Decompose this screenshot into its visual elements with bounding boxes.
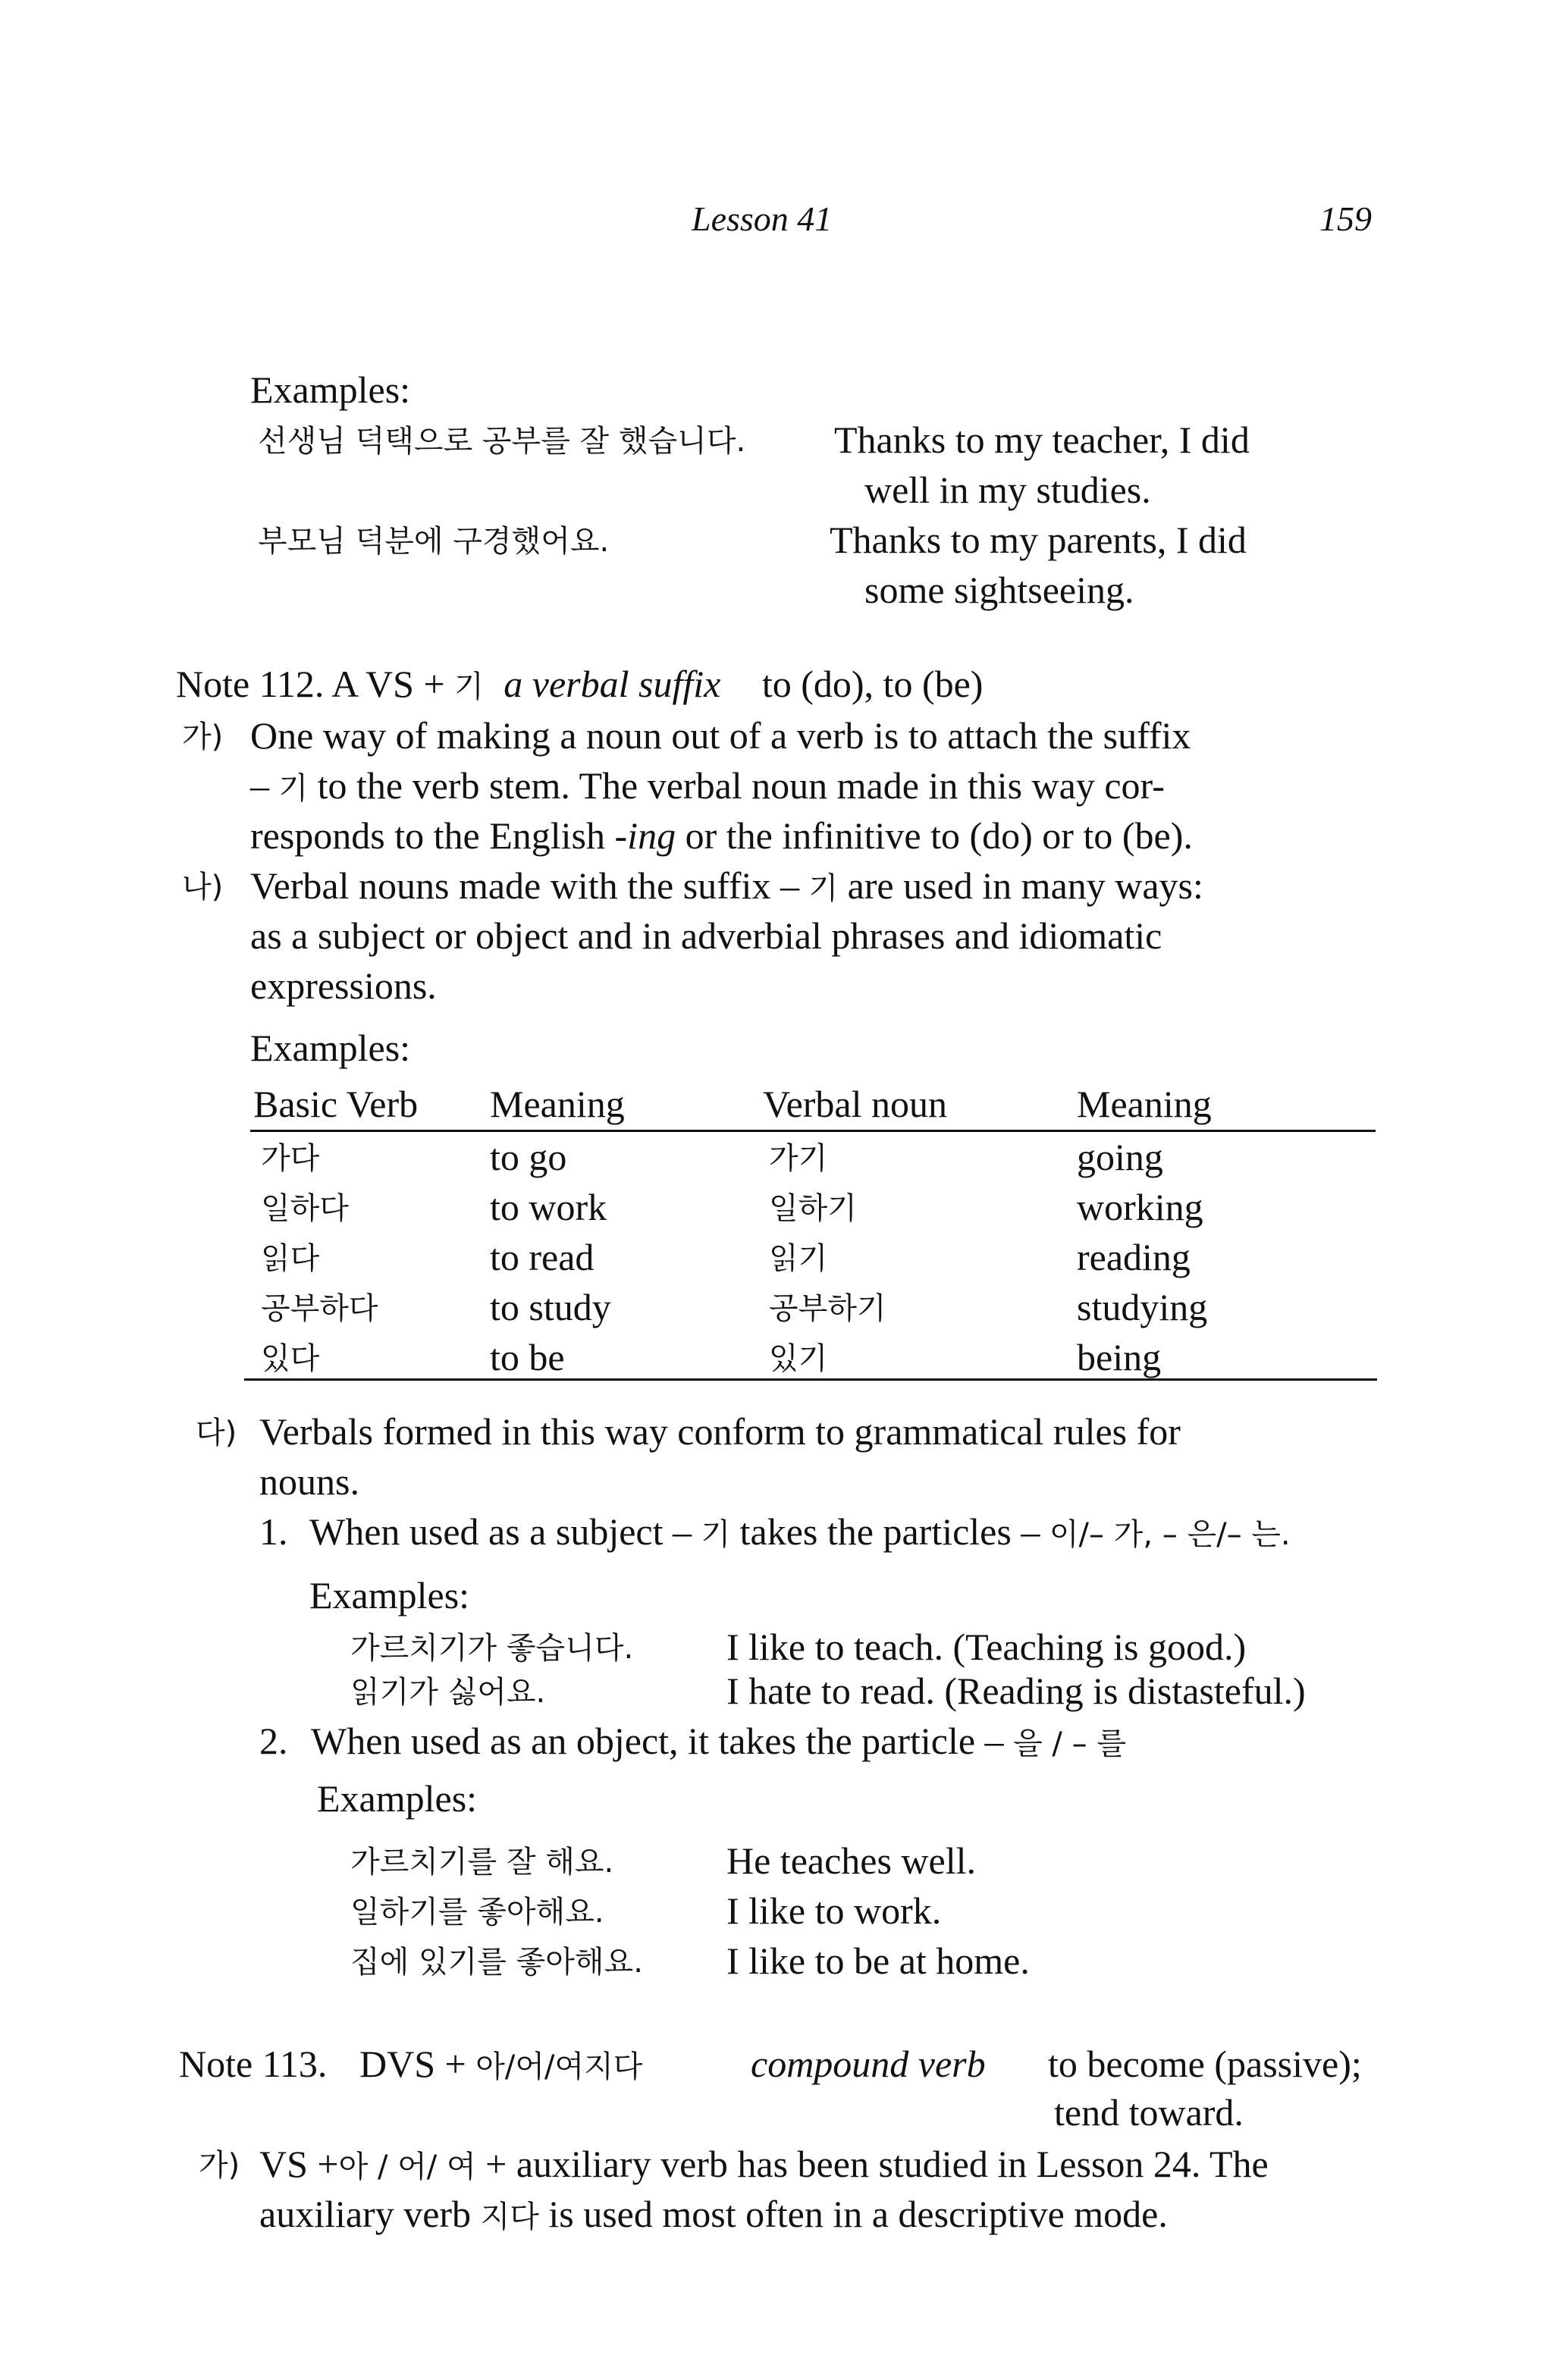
rule-1-example-2-korean: 읽기가 싫어요. <box>350 1675 546 1710</box>
rule-1-particles: 이/– 가, – 은/– 는. <box>1049 1517 1291 1552</box>
table-cell-meaning-2: reading <box>1077 1236 1191 1278</box>
rule-2-example-2-english: I like to work. <box>726 1889 942 1932</box>
note-113-para-ga-marker: 가) <box>199 2148 240 2183</box>
rule-1-text-pre: When used as a subject – <box>309 1510 701 1553</box>
table-header-meaning-2: Meaning <box>1077 1083 1212 1125</box>
table-cell-basic-verb: 읽다 <box>261 1241 320 1276</box>
note-113-para-ga-pre: VS + <box>259 2143 339 2185</box>
rule-1-example-2-english: I hate to read. (Reading is distasteful.) <box>726 1670 1306 1712</box>
rule-1-example-1-english: I like to teach. (Teaching is good.) <box>726 1626 1247 1668</box>
para-da-line-2: nouns. <box>259 1460 359 1503</box>
para-na-line-3: expressions. <box>250 964 437 1007</box>
rule-1-text-mid: takes the particles – <box>730 1510 1049 1553</box>
para-ga-marker: 가) <box>182 720 224 754</box>
example-1-korean: 선생님 덕택으로 공부를 잘 했습니다. <box>258 424 746 459</box>
rule-2-example-2-korean: 일하기를 좋아해요. <box>350 1895 604 1930</box>
table-cell-meaning: to read <box>490 1236 595 1278</box>
rule-1-suffix: 기 <box>701 1517 731 1552</box>
para-ga-line-2-text: to the verb stem. The verbal noun made in this way cor- <box>308 764 1165 807</box>
note-113-para-ga-line-2-post: is used most often in a descriptive mode. <box>538 2193 1168 2235</box>
note-112-formula: A VS + <box>331 663 455 705</box>
table-cell-basic-verb: 있다 <box>261 1341 320 1376</box>
note-113-formula-desc: compound verb <box>751 2043 986 2085</box>
note-112-formula-suffix: 기 <box>454 669 484 704</box>
rule-2-particles: 을 / – 를 <box>1013 1726 1126 1761</box>
para-ga-line-3-pre: responds to the English <box>250 814 615 857</box>
table-cell-meaning-2: being <box>1077 1336 1162 1378</box>
note-112-title: Note 112. <box>176 663 325 705</box>
rule-2-example-1-english: He teaches well. <box>726 1839 977 1882</box>
table-cell-meaning-2: working <box>1077 1186 1203 1228</box>
table-cell-basic-verb: 가다 <box>261 1141 320 1176</box>
table-header-basic-verb: Basic Verb <box>253 1083 419 1125</box>
note-113-gloss-2: tend toward. <box>1054 2091 1244 2134</box>
rule-2-text-main: When used as an object, it takes the particle – <box>311 1720 1014 1762</box>
rule-1-number: 1. <box>259 1510 288 1553</box>
note-113-para-ga-line-1 <box>259 2140 1269 2191</box>
table-cell-basic-verb: 공부하다 <box>261 1291 378 1326</box>
rule-1-examples-label: Examples: <box>309 1574 470 1616</box>
para-na-line-2: as a subject or object and in adverbial phrases and idiomatic <box>250 914 1162 957</box>
note-113-para-ga-line-2 <box>259 2190 1168 2241</box>
table-bottom-rule <box>244 1378 1377 1381</box>
para-na-line-1-suffix: 기 <box>808 871 839 906</box>
note-113-formula-prefix: DVS + <box>359 2043 476 2085</box>
table-cell-basic-verb: 일하다 <box>261 1191 349 1226</box>
note-112-heading <box>176 660 983 711</box>
para-ga-line-3 <box>250 811 1193 860</box>
note-113-formula <box>359 2040 642 2091</box>
example-2-english-cont: some sightseeing. <box>864 569 1134 611</box>
page-number: 159 <box>1319 199 1372 238</box>
para-ga-line-3-ing: -ing <box>614 814 676 857</box>
table-cell-verbal-noun: 일하기 <box>769 1191 857 1226</box>
table-cell-verbal-noun: 공부하기 <box>769 1291 886 1326</box>
table-header-verbal-noun: Verbal noun <box>763 1083 947 1125</box>
para-da-line-1: Verbals formed in this way conform to grammatical rules for <box>259 1410 1181 1453</box>
note-113-gloss-1: to become (passive); <box>1048 2043 1362 2085</box>
note-112-formula-desc: a verbal suffix <box>504 663 721 705</box>
para-ga-line-2 <box>250 761 1165 813</box>
table-cell-meaning-2: going <box>1077 1136 1163 1178</box>
example-2-english: Thanks to my parents, I did <box>830 519 1247 561</box>
running-title: Lesson 41 <box>692 199 833 238</box>
rule-2-text <box>311 1717 1126 1768</box>
para-ga-line-2-dash: – <box>250 764 279 807</box>
para-ga-line-3-post: or the infinitive to (do) or to (be). <box>676 814 1193 857</box>
rule-2-number: 2. <box>259 1720 288 1762</box>
rule-2-example-1-korean: 가르치기를 잘 해요. <box>350 1845 614 1880</box>
para-na-line-1-pre: Verbal nouns made with the suffix – <box>250 864 809 907</box>
example-1-english-cont: well in my studies. <box>864 469 1151 511</box>
rule-2-example-3-english: I like to be at home. <box>726 1939 1030 1982</box>
table-header-meaning: Meaning <box>490 1083 625 1125</box>
rule-1-example-1-korean: 가르치기가 좋습니다. <box>350 1631 634 1666</box>
note-113-para-ga-line-2-pre: auxiliary verb <box>259 2193 481 2235</box>
table-cell-meaning-2: studying <box>1077 1286 1208 1328</box>
para-ga-line-2-suffix: 기 <box>278 771 309 806</box>
para-da-marker: 다) <box>196 1416 237 1450</box>
table-cell-meaning: to work <box>490 1186 607 1228</box>
para-na-line-1-post: are used in many ways: <box>838 864 1203 907</box>
table-header-rule <box>250 1130 1376 1132</box>
rule-2-example-3-korean: 집에 있기를 좋아해요. <box>350 1945 643 1980</box>
table-cell-verbal-noun: 가기 <box>769 1141 828 1176</box>
examples-heading: Examples: <box>250 368 411 411</box>
table-cell-verbal-noun: 있기 <box>769 1341 828 1376</box>
table-cell-meaning: to go <box>490 1136 567 1178</box>
note-113-title: Note 113. <box>179 2043 328 2085</box>
para-ga-line-1: One way of making a noun out of a verb is to attach the suffix <box>250 714 1191 757</box>
note-113-formula-ending: 아/어/여지다 <box>475 2049 643 2084</box>
example-1-english: Thanks to my teacher, I did <box>834 419 1250 461</box>
note-113-para-ga-verb: 지다 <box>480 2200 539 2234</box>
table-examples-label: Examples: <box>250 1027 411 1069</box>
note-113-para-ga-endings: 아 / 어/ 여 <box>338 2150 476 2184</box>
para-na-line-1 <box>250 861 1203 913</box>
example-2-korean: 부모님 덕분에 구경했어요. <box>258 524 610 559</box>
para-na-marker: 나) <box>182 870 224 905</box>
table-cell-meaning: to be <box>490 1336 565 1378</box>
note-113-para-ga-post: + auxiliary verb has been studied in Lesson 24. The <box>475 2143 1269 2185</box>
rule-1-text <box>309 1507 1291 1559</box>
note-112-formula-gloss: to (do), to (be) <box>761 663 984 705</box>
table-cell-verbal-noun: 읽기 <box>769 1241 828 1276</box>
rule-2-examples-label: Examples: <box>317 1777 478 1820</box>
table-cell-meaning: to study <box>490 1286 611 1328</box>
